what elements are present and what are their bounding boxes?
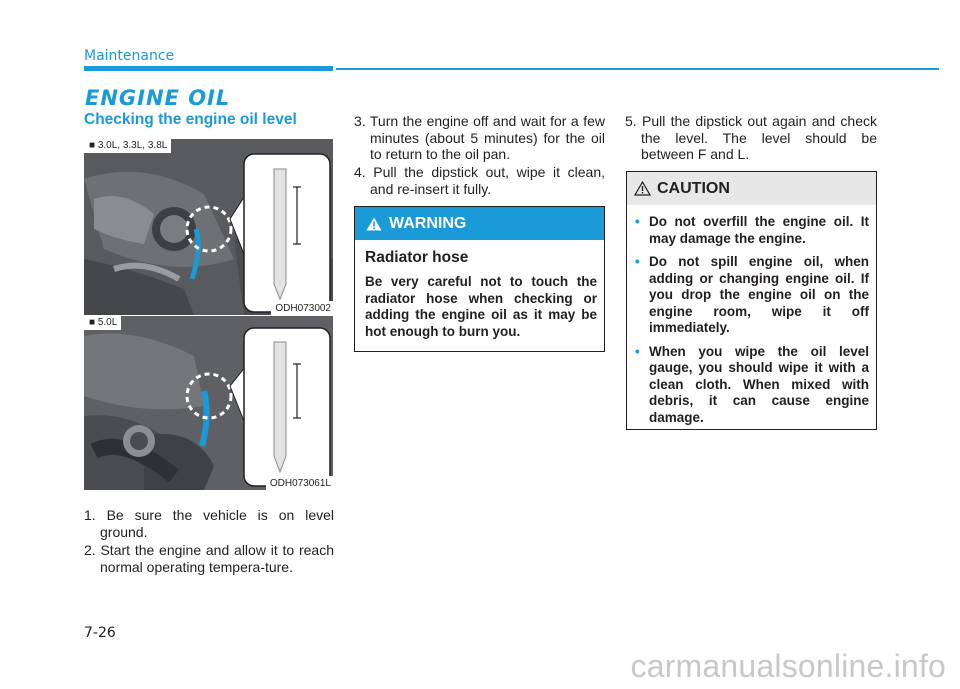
step-5: 5. Pull the dipstick out again and check the level. The level should be between F and L. [625, 113, 877, 162]
header-rule-thick [84, 66, 333, 71]
warning-triangle-icon [366, 217, 382, 231]
watermark: carmanualsonline.info [630, 648, 946, 684]
caution-item: • Do not overfill the engine oil. It may damage the engine. [635, 214, 869, 246]
step-2: 2. Start the engine and allow it to reach normal operating tempera-ture. [84, 542, 334, 575]
warning-title: Radiator hose [365, 249, 469, 266]
caution-box [626, 171, 877, 430]
warning-heading: WARNING [389, 214, 467, 232]
section-title: ENGINE OIL [85, 86, 231, 110]
engine-illustration-v8 [84, 316, 333, 490]
caution-item: • When you wipe the oil level gauge, you should wipe it with a clean cloth. When mixed with debris, it can cause engine damage. [635, 343, 869, 425]
figure-code: ODH073061L [266, 476, 333, 490]
caution-item: • Do not spill engine oil, when adding or changing engine oil. If you drop the engine oil on the engine room, wipe it off immediately. [635, 254, 869, 335]
subheading: Checking the engine oil level [84, 111, 297, 128]
warning-body: Be very careful not to touch the radiator hose when checking or adding the engine oil as it may be hot enough to burn you. [365, 274, 597, 339]
caution-header [627, 172, 876, 205]
engine-bay-drawing [84, 316, 333, 490]
engine-illustration-v6 [84, 139, 333, 315]
step-3: 3. Turn the engine off and wait for a few minutes (about 5 minutes) for the oil to return to the oil pan. [354, 113, 605, 162]
header-rule-thin [336, 68, 939, 70]
bullet-icon: • [635, 254, 640, 269]
engine-bay-drawing [84, 139, 333, 315]
step-4: 4. Pull the dipstick out, wipe it clean, and re-insert it fully. [354, 164, 605, 197]
warning-header [355, 207, 604, 240]
bullet-icon: • [635, 214, 640, 229]
step-1: 1. Be sure the vehicle is on level ground. [84, 507, 334, 540]
bullet-icon: • [635, 343, 640, 359]
caution-triangle-icon [634, 181, 651, 196]
figure-code: ODH073002 [271, 301, 333, 315]
page-number: 7-26 [84, 625, 116, 641]
caution-list [635, 214, 869, 433]
figure-engine-label: ■ 5.0L [84, 316, 121, 330]
section-label: Maintenance [84, 48, 175, 64]
warning-box [354, 206, 605, 352]
figure-engine-label: ■ 3.0L, 3.3L, 3.8L [84, 139, 171, 153]
caution-heading: CAUTION [657, 179, 730, 197]
